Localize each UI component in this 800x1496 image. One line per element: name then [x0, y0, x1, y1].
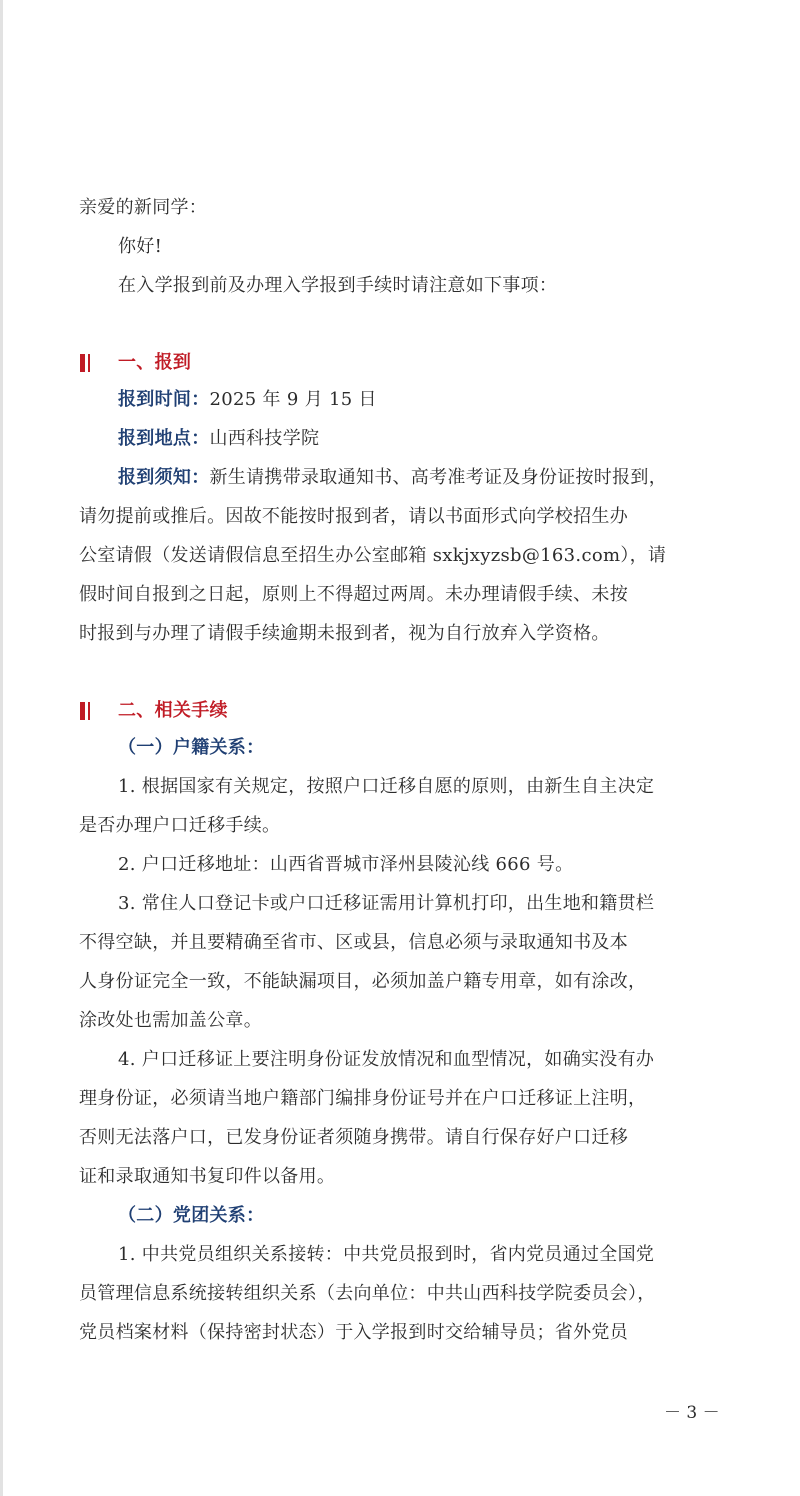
party-line: 党员档案材料（保持密封状态）于入学报到时交给辅导员；省外党员 [79, 1322, 628, 1343]
report-notice-line: 公室请假（发送请假信息至招生办公室邮箱 sxkjxyzsb@163.com），请 [79, 545, 667, 566]
report-time-label: 报到时间： [118, 389, 210, 410]
report-notice-line: 请勿提前或推后。因故不能按时报到者，请以书面形式向学校招生办 [79, 506, 628, 527]
report-time-value: 2025 年 9 月 15 日 [209, 389, 377, 410]
party-line: 1. 中共党员组织关系接转：中共党员报到时，省内党员通过全国党 [118, 1244, 655, 1265]
household-line: 是否办理户口迁移手续。 [79, 815, 281, 836]
household-line: 1. 根据国家有关规定，按照户口迁移自愿的原则，由新生自主决定 [118, 776, 655, 797]
greeting: 亲爱的新同学： [79, 197, 208, 218]
page-edge [0, 0, 3, 1496]
household-line: 人身份证完全一致，不能缺漏项目，必须加盖户籍专用章，如有涂改， [79, 971, 647, 992]
subsection-party: （二）党团关系： [118, 1205, 265, 1226]
intro: 在入学报到前及办理入学报到手续时请注意如下事项： [118, 275, 558, 296]
household-line: 3. 常住人口登记卡或户口迁移证需用计算机打印，出生地和籍贯栏 [118, 893, 655, 914]
report-place-label: 报到地点： [118, 428, 210, 449]
household-line: 4. 户口迁移证上要注明身份证发放情况和血型情况，如确实没有办 [118, 1049, 655, 1070]
page-number: － 3 － [664, 1403, 720, 1423]
subsection-household: （一）户籍关系： [118, 737, 265, 758]
report-notice-line: 新生请携带录取通知书、高考准考证及身份证按时报到， [209, 467, 667, 488]
household-line: 理身份证，必须请当地户籍部门编排身份证号并在户口迁移证上注明， [79, 1088, 647, 1109]
report-place [118, 424, 319, 454]
section2-title: 二、相关手续 [118, 700, 228, 721]
household-line: 涂改处也需加盖公章。 [79, 1010, 262, 1031]
household-line: 2. 户口迁移地址：山西省晋城市泽州县陵沁线 666 号。 [118, 854, 574, 875]
report-notice-label: 报到须知： [118, 467, 210, 488]
household-line: 不得空缺，并且要精确至省市、区或县，信息必须与录取通知书及本 [79, 932, 628, 953]
report-place-value: 山西科技学院 [209, 428, 320, 449]
section1-title: 一、报到 [118, 352, 192, 373]
hello: 你好! [118, 236, 163, 257]
party-line: 员管理信息系统接转组织关系（去向单位：中共山西科技学院委员会）， [79, 1283, 656, 1304]
report-time [118, 385, 377, 415]
household-line: 证和录取通知书复印件以备用。 [79, 1166, 336, 1187]
report-notice [118, 463, 667, 493]
report-notice-line: 时报到与办理了请假手续逾期未报到者，视为自行放弃入学资格。 [79, 623, 610, 644]
household-line: 否则无法落户口，已发身份证者须随身携带。请自行保存好户口迁移 [79, 1127, 628, 1148]
report-notice-line: 假时间自报到之日起，原则上不得超过两周。未办理请假手续、未按 [79, 584, 628, 605]
